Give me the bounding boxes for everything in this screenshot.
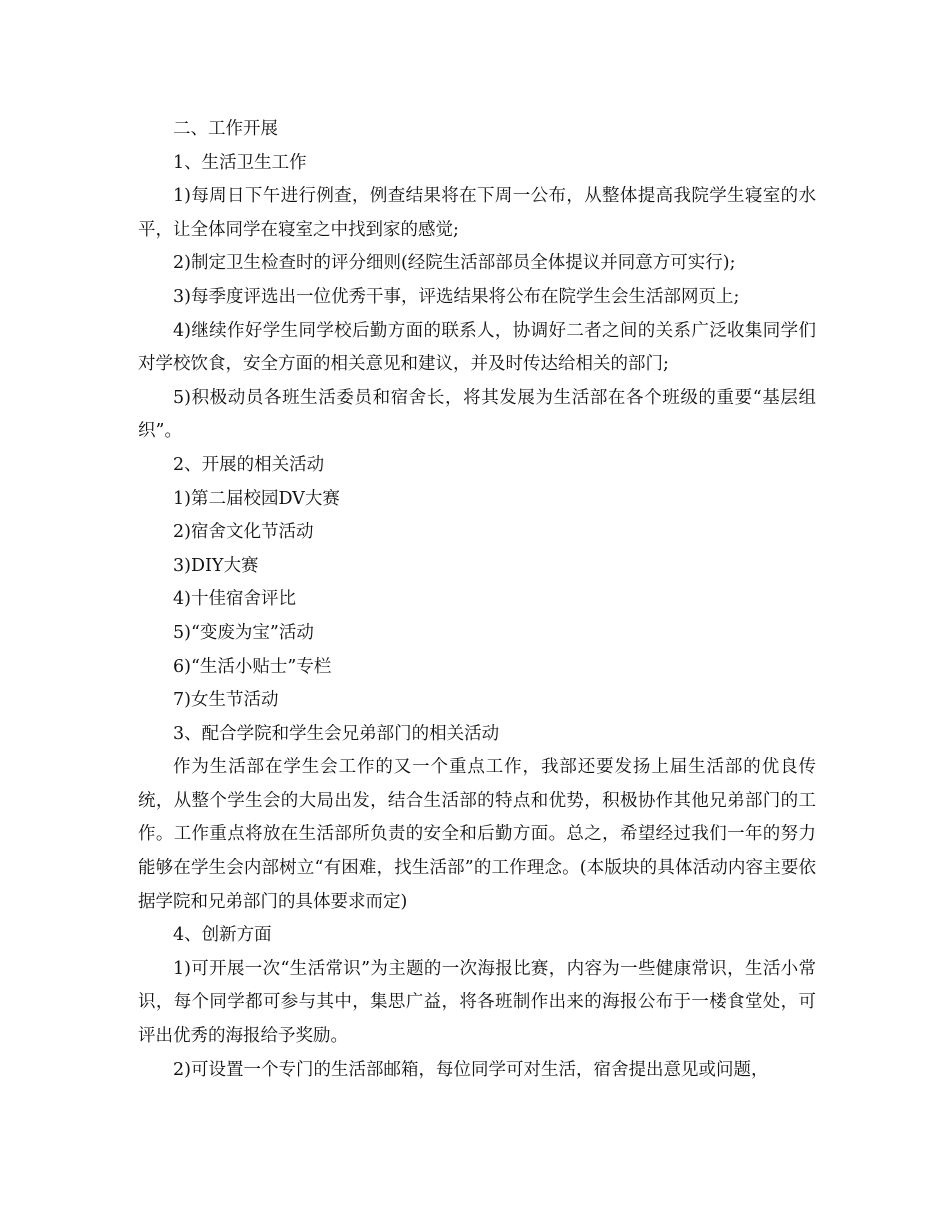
document-body bbox=[138, 113, 816, 1087]
list-item-diy-contest: 3)DIY大赛 bbox=[173, 555, 259, 576]
list-item-life-tips: 6)“生活小贴士”专栏 bbox=[173, 656, 332, 677]
list-item-dorm-festival: 2)宿舍文化节活动 bbox=[173, 522, 314, 543]
paragraph-liaison: 4)继续作好学生同学校后勤方面的联系人，协调好二者之间的关系广泛收集同学们对学校饮食，安全方面的相关意见和建议，并及时传达给相关的部门; bbox=[138, 320, 816, 375]
paragraph-weekly-inspection: 1)每周日下午进行例查，例查结果将在下周一公布，从整体提高我院学生寝室的水平，让全体同学在寝室之中找到家的感觉; bbox=[138, 186, 816, 240]
paragraph-cooperation: 作为生活部在学生会工作的又一个重点工作，我部还要发扬上届生活部的优良传统，从整个学生会的大局出发，结合生活部的特点和优势，积极协作其他兄弟部门的工作。工作重点将放在生活部所负责的安全和后勤方面。总之，希望经过我们一年的努力能够在学生会内部树立“有困难，找生活部”的工作理念。(本版块的具体活动内容主要依据学院和兄弟部门的具体要求而定) bbox=[138, 757, 816, 912]
subheading-hygiene-work: 1、生活卫生工作 bbox=[173, 152, 307, 173]
paragraph-poster-contest: 1)可开展一次“生活常识”为主题的一次海报比赛，内容为一些健康常识，生活小常识，每个同学都可参与其中，集思广益，将各班制作出来的海报公布于一楼食堂处，可评出优秀的海报给予奖励。 bbox=[138, 958, 816, 1047]
list-item-recycling: 5)“变废为宝”活动 bbox=[173, 622, 314, 643]
paragraph-scoring-rules: 2)制定卫生检查时的评分细则(经院生活部部员全体提议并同意方可实行); bbox=[173, 253, 736, 274]
paragraph-quarterly-award: 3)每季度评选出一位优秀干事，评选结果将公布在院学生会生活部网页上; bbox=[173, 286, 740, 307]
list-item-girls-day: 7)女生节活动 bbox=[173, 690, 279, 711]
subheading-activities: 2、开展的相关活动 bbox=[173, 454, 325, 475]
subheading-innovation: 4、创新方面 bbox=[173, 925, 272, 946]
list-item-dv-contest: 1)第二届校园DV大赛 bbox=[173, 488, 340, 509]
paragraph-mobilize: 5)积极动员各班生活委员和宿舍长，将其发展为生活部在各个班级的重要“基层组织”。 bbox=[138, 387, 816, 442]
section-heading-work: 二、工作开展 bbox=[173, 119, 278, 139]
paragraph-mailbox: 2)可设置一个专门的生活部邮箱，每位同学可对生活，宿舍提出意见或问题， bbox=[173, 1059, 769, 1080]
subheading-cooperation: 3、配合学院和学生会兄弟部门的相关活动 bbox=[173, 723, 500, 744]
list-item-top-dorms: 4)十佳宿舍评比 bbox=[173, 589, 296, 610]
